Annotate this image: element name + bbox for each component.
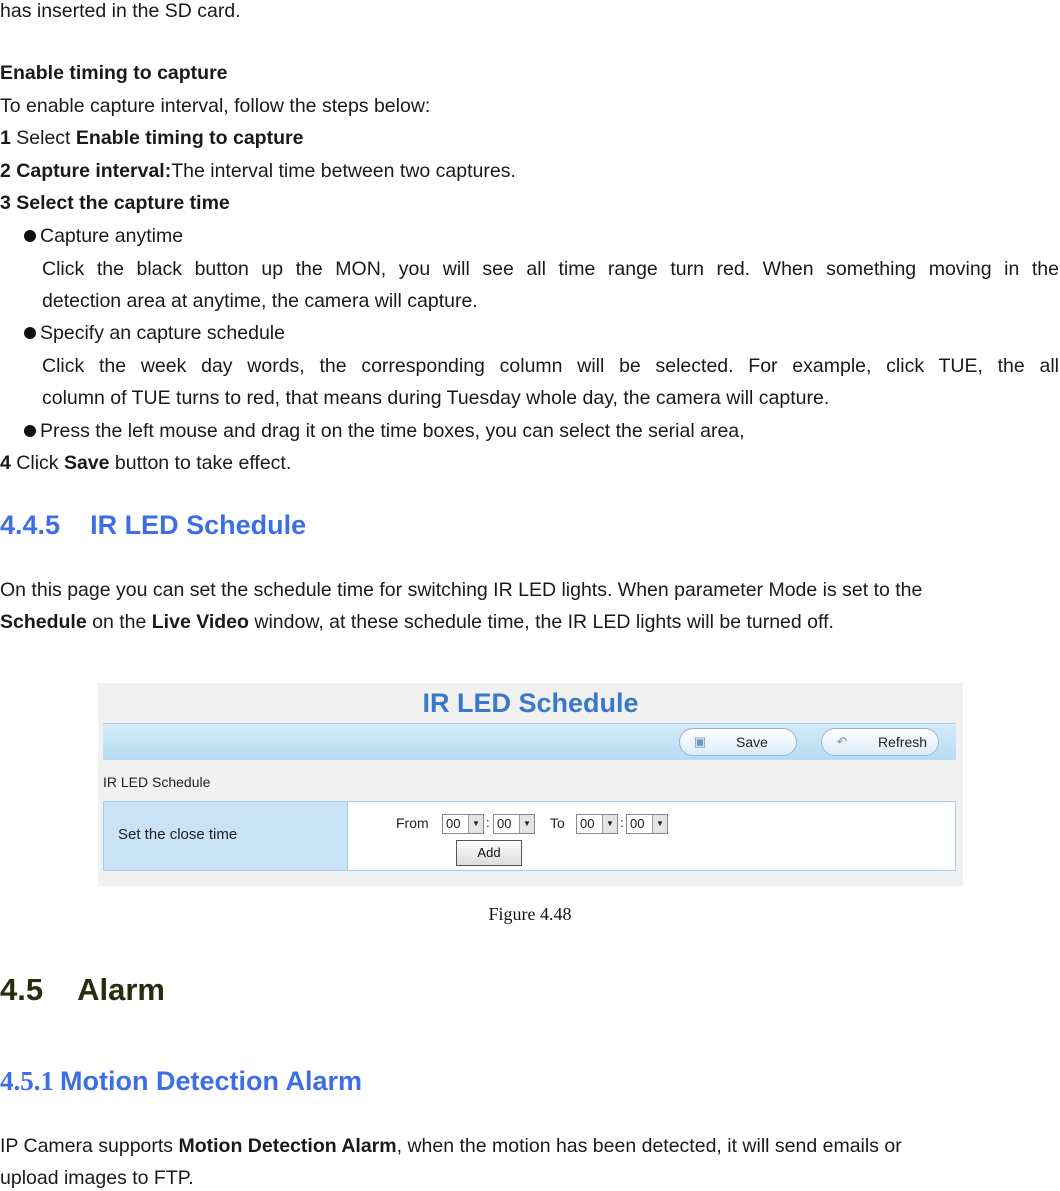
para-text-1: on the (86, 611, 152, 633)
chevron-down-icon: ▼ (519, 815, 534, 833)
refresh-icon: ↶ (836, 734, 848, 749)
step-2-text: The interval time between two captures. (171, 160, 516, 182)
section-451-para-line-1 (0, 1133, 902, 1159)
close-time-label-cell (104, 802, 348, 870)
step-4-text-2: button to take effect. (109, 452, 292, 474)
enable-timing-intro: To enable capture interval, follow the steps below: (0, 95, 431, 117)
from-label: From (396, 815, 429, 831)
to-minute-select[interactable] (626, 814, 668, 834)
enable-timing-heading: Enable timing to capture (0, 62, 228, 84)
bullet-3-text: Press the left mouse and drag it on the time boxes, you can select the serial area, (40, 420, 745, 442)
bullet-1-line-1: Click the black button up the MON, you will see all time range turn red. When something moving in the (42, 258, 1059, 280)
bullet-capture-schedule (24, 320, 285, 346)
save-icon: ▣ (693, 734, 707, 749)
section-451-number: 4.5.1 (0, 1066, 54, 1096)
section-451-para-line-2: upload images to FTP. (0, 1167, 194, 1189)
step-4-text-1: Click (10, 452, 64, 474)
section-445-para-line-2 (0, 609, 834, 635)
motion-detection-bold: Motion Detection Alarm (178, 1135, 397, 1157)
section-45-number: 4.5 (0, 972, 44, 1007)
figure-toolbar (103, 723, 956, 760)
chevron-down-icon: ▼ (652, 815, 667, 833)
bullet-1-title: Capture anytime (40, 225, 184, 247)
step-2-bold: 2 Capture interval: (0, 160, 172, 182)
para-text-2: window, at these schedule time, the IR LED lights will be turned off. (248, 611, 834, 633)
from-hour-select[interactable] (442, 814, 484, 834)
ir-led-schedule-screenshot (98, 683, 963, 886)
bullet-drag-select (24, 418, 745, 444)
live-video-bold: Live Video (151, 611, 249, 633)
add-button[interactable]: Add (456, 840, 522, 866)
schedule-bold: Schedule (0, 611, 87, 633)
bullet-dot-icon (24, 425, 36, 437)
step-1-bold: Enable timing to capture (75, 127, 304, 149)
from-minute-value: 00 (497, 816, 512, 831)
section-45-title: Alarm (77, 972, 165, 1007)
step-2 (0, 158, 516, 184)
figure-section-label: IR LED Schedule (103, 774, 211, 790)
bullet-capture-anytime (24, 223, 183, 249)
close-time-label: Set the close time (118, 826, 238, 843)
save-button[interactable] (679, 728, 797, 756)
section-451-title: Motion Detection Alarm (60, 1066, 363, 1096)
chevron-down-icon: ▼ (468, 815, 483, 833)
step-4-number: 4 (0, 452, 11, 474)
section-45-heading (0, 972, 165, 1008)
time-separator: : (620, 815, 624, 830)
save-button-label: Save (736, 734, 768, 750)
section-445-number: 4.4.5 (0, 510, 61, 540)
figure-caption: Figure 4.48 (488, 904, 572, 924)
bullet-1-line-2: detection area at anytime, the camera will capture. (42, 290, 478, 312)
step-1-text: Select (10, 127, 76, 149)
bullet-2-line-2: column of TUE turns to red, that means during Tuesday whole day, the camera will capture. (42, 387, 830, 409)
section-445-heading (0, 510, 306, 541)
step-3: 3 Select the capture time (0, 192, 230, 214)
to-hour-value: 00 (580, 816, 595, 831)
step-4 (0, 450, 291, 476)
to-label: To (550, 815, 565, 831)
step-4-bold: Save (63, 452, 110, 474)
to-minute-value: 00 (630, 816, 645, 831)
time-separator: : (486, 815, 490, 830)
refresh-button-label: Refresh (878, 734, 928, 750)
bullet-dot-icon (24, 230, 36, 242)
intro-tail-text: has inserted in the SD card. (0, 0, 241, 22)
refresh-button[interactable] (821, 728, 939, 756)
section-445-title: IR LED Schedule (90, 510, 307, 540)
para-451-text-1: IP Camera supports (0, 1135, 179, 1157)
bullet-2-line-1: Click the week day words, the corresponding column will be selected. For example, click TUE, the all (42, 355, 1059, 377)
chevron-down-icon: ▼ (602, 815, 617, 833)
para-451-text-2: , when the motion has been detected, it will send emails or (396, 1135, 902, 1157)
from-minute-select[interactable] (493, 814, 535, 834)
from-hour-value: 00 (446, 816, 461, 831)
to-hour-select[interactable] (576, 814, 618, 834)
section-445-para-line-1: On this page you can set the schedule time for switching IR LED lights. When parameter Mode is set to the (0, 579, 923, 601)
bullet-dot-icon (24, 327, 36, 339)
close-time-table (103, 801, 956, 871)
bullet-2-title: Specify an capture schedule (40, 322, 285, 344)
figure-title: IR LED Schedule (422, 688, 639, 718)
step-1-number: 1 (0, 127, 11, 149)
step-1 (0, 125, 303, 151)
section-451-heading (0, 1066, 362, 1097)
